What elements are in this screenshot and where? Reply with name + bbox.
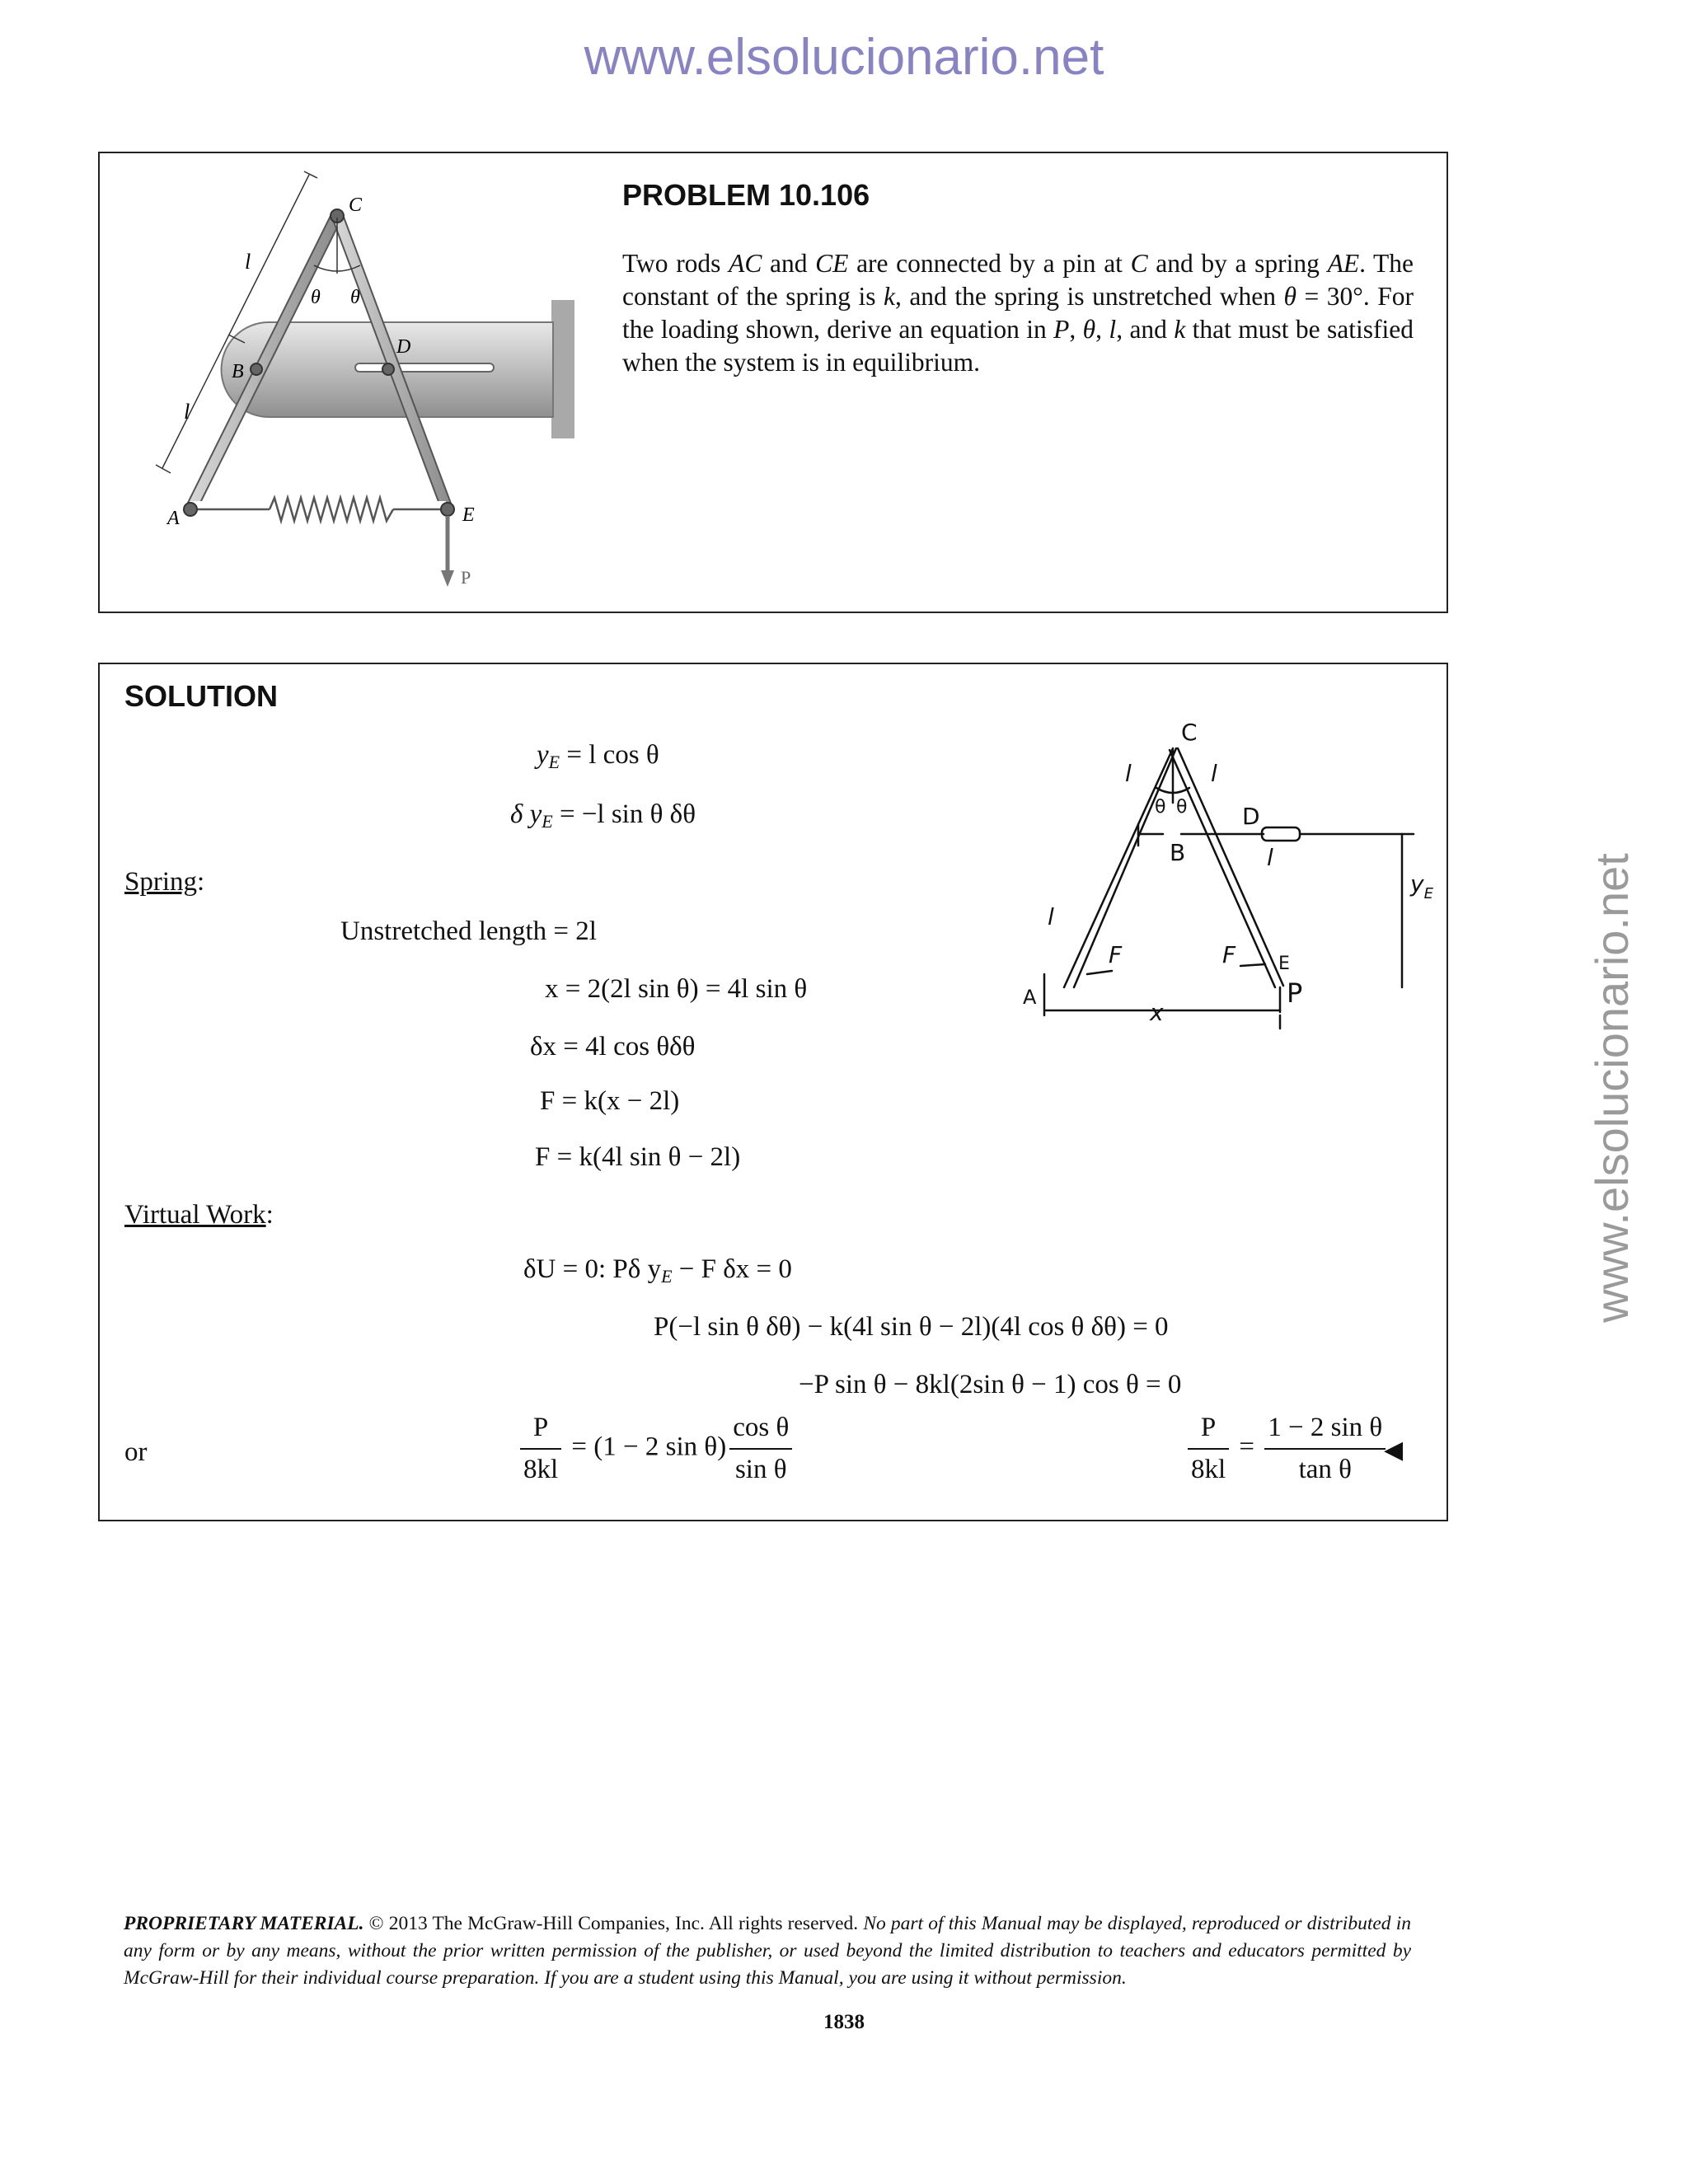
- equation-ye: $y_E = l$ cos θ: [537, 740, 659, 772]
- equation-final-answer: $\frac{P}{8kl}$ = $\frac{\text{1 − 2 sin θ}}{\text{tan θ}}$: [1184, 1413, 1389, 1485]
- fraction-answer-rhs: $\frac{\text{1 − 2 sin θ}}{\text{tan θ}}$: [1264, 1413, 1386, 1485]
- fraction-p-over-8kl: $\frac{P}{8kl}$: [520, 1413, 561, 1485]
- equation-f: F = k(x − 2l): [540, 1086, 680, 1116]
- solution-sketch: [1015, 722, 1443, 1035]
- wall-support: [551, 300, 574, 438]
- sketch-label-theta2: θ: [1176, 797, 1188, 818]
- equation-delta-ye: δ $y_E = -l$ sin θ δθ: [510, 799, 696, 832]
- label-b: B: [232, 361, 244, 382]
- spring-heading: Spring:: [124, 867, 205, 897]
- problem-figure: [116, 162, 611, 607]
- unstretched-length: Unstretched length = 2l: [340, 916, 597, 946]
- equation-virtual-work: δU = 0: Pδ $y_E - F$ δx = 0: [523, 1254, 792, 1286]
- sketch-label-l2: l: [1211, 760, 1217, 787]
- answer-marker-icon: ◀: [1384, 1436, 1404, 1464]
- label-d: D: [396, 336, 411, 358]
- label-p: P: [461, 567, 471, 588]
- load-arrow-head: [441, 570, 454, 587]
- label-l-lower: l: [184, 400, 190, 424]
- equation-virtual-work-expanded: P(−l sin θ δθ) − k(4l sin θ − 2l)(4l cos θ δθ) = 0: [654, 1312, 1169, 1342]
- fraction-p-over-8kl-answer: $\frac{P}{8kl}$: [1188, 1413, 1229, 1485]
- label-l-upper: l: [245, 250, 251, 274]
- sketch-force-left: [1087, 971, 1112, 974]
- sketch-label-f2: F: [1222, 941, 1236, 968]
- pin-a: [184, 503, 197, 516]
- equation-x: x = 2(2l sin θ) = 4l sin θ: [545, 974, 808, 1004]
- solution-box: [98, 663, 1448, 1521]
- sketch-label-f1: F: [1109, 941, 1123, 968]
- sketch-label-l3: l: [1267, 844, 1273, 871]
- label-e: E: [462, 504, 475, 526]
- pin-d: [382, 363, 394, 375]
- problem-box: [98, 152, 1448, 613]
- label-theta-right: θ: [350, 287, 360, 308]
- watermark-url-side: www.elsolucionario.net: [1586, 853, 1638, 1323]
- sketch-label-l4: l: [1048, 903, 1054, 930]
- sketch-label-l1: l: [1125, 760, 1132, 787]
- sketch-force-right: [1240, 964, 1265, 966]
- sketch-label-ye: $y_E$: [1410, 870, 1433, 902]
- problem-statement: Two rods AC and CE are connected by a pin at C and by a spring AE. The constant of the spring is k, and the spring is unstretched when θ = 30°. For the loading shown, derive an equation in P, θ, l, and k that must be satisfied when the system is in equilibrium.: [622, 249, 1414, 377]
- equation-f-expanded: F = k(4l sin θ − 2l): [535, 1142, 741, 1172]
- copyright-footer: PROPRIETARY MATERIAL. © 2013 The McGraw-Hill Companies, Inc. All rights reserved. No part of this Manual may be displayed, reproduced or distributed in any form or by any means, without the prior written permission of the publisher, or used beyond the limited distribution to teachers and educators permitted by McGraw-Hill for their individual course preparation. If you are a student using this Manual, you are using it without permission.: [124, 1913, 1411, 1989]
- page-number: 1838: [823, 2011, 865, 2033]
- sketch-label-theta1: θ: [1155, 797, 1166, 818]
- watermark-url-top: www.elsolucionario.net: [584, 29, 1104, 86]
- problem-title: PROBLEM 10.106: [622, 178, 870, 212]
- sketch-label-d: D: [1242, 803, 1260, 830]
- equation-final-1: $\frac{P}{8kl}$ = (1 − 2 sin θ) $\frac{\text{cos θ}}{\text{sin θ}}$: [517, 1413, 795, 1485]
- label-c: C: [349, 194, 363, 216]
- equation-simplified: −P sin θ − 8kl(2sin θ − 1) cos θ = 0: [799, 1370, 1182, 1399]
- dimension-tick-top: [304, 171, 317, 178]
- label-a: A: [167, 508, 180, 529]
- sketch-label-c: C: [1181, 722, 1198, 746]
- sketch-label-x: x: [1150, 999, 1164, 1026]
- label-theta-left: θ: [311, 287, 321, 308]
- or-label: or: [124, 1437, 148, 1467]
- slot: [355, 363, 494, 372]
- fraction-cos-over-sin: $\frac{\text{cos θ}}{\text{sin θ}}$: [729, 1413, 792, 1485]
- sketch-label-p: P: [1287, 977, 1303, 1009]
- solution-title: SOLUTION: [124, 679, 278, 713]
- sketch-label-b: B: [1170, 839, 1186, 866]
- pin-e: [441, 503, 454, 516]
- pin-b: [251, 363, 262, 375]
- virtual-work-heading: Virtual Work:: [124, 1200, 274, 1230]
- sketch-label-a: A: [1023, 986, 1037, 1009]
- sketch-label-e: E: [1278, 954, 1290, 974]
- equation-delta-x: δx = 4l cos θδθ: [530, 1032, 696, 1062]
- sketch-slider: [1262, 827, 1300, 841]
